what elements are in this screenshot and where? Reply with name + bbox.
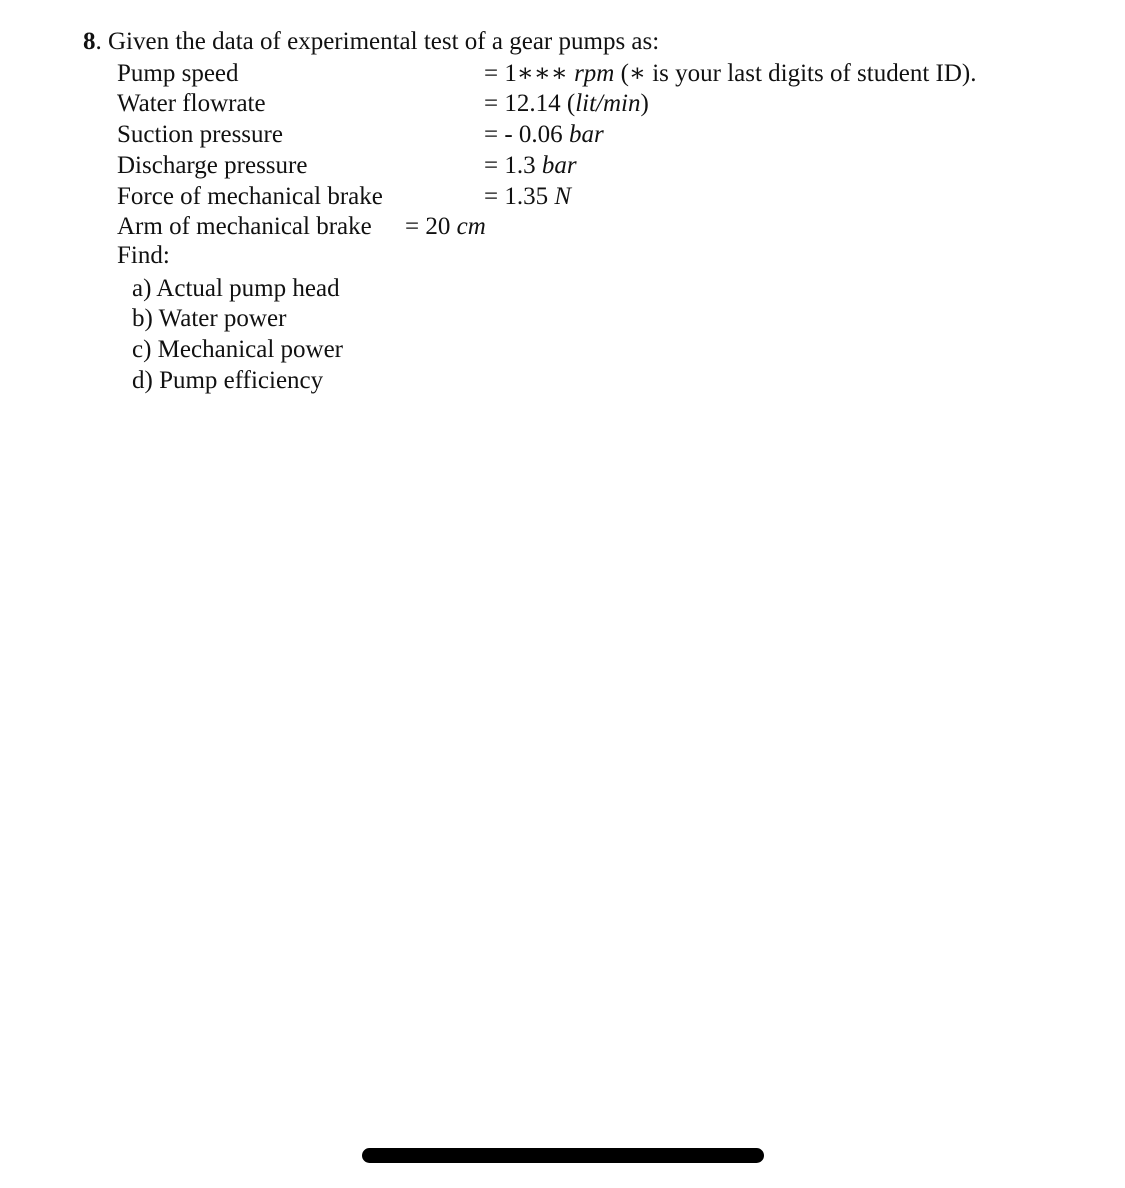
unit-text: N [554, 183, 572, 210]
unit-text: cm [456, 213, 486, 240]
row-value-pump-speed [484, 58, 976, 89]
row-label-brake-force: Force of mechanical brake [117, 183, 383, 210]
row-label-water-flowrate: Water flowrate [117, 90, 266, 117]
value-text: = 1∗∗∗ [484, 60, 575, 87]
row-value-suction-pressure [484, 119, 604, 150]
find-heading: Find: [117, 242, 170, 269]
unit-text: rpm [574, 60, 615, 87]
row-label-suction-pressure: Suction pressure [117, 121, 283, 148]
row-value-discharge-pressure [484, 150, 577, 181]
note-text: (∗ is your last digits of student ID). [614, 60, 977, 87]
row-value-brake-arm [405, 211, 486, 242]
value-text: = 1.3 [484, 152, 542, 179]
find-item-a: a) Actual pump head [132, 275, 340, 302]
unit-text: bar [541, 152, 577, 179]
row-label-brake-arm: Arm of mechanical brake [117, 213, 372, 240]
row-label-discharge-pressure: Discharge pressure [117, 152, 308, 179]
home-indicator-bar[interactable] [362, 1148, 764, 1163]
value-text: = - 0.06 [484, 121, 569, 148]
problem-statement [83, 26, 659, 57]
value-text: = 20 [405, 213, 457, 240]
unit-text: bar [568, 121, 604, 148]
question-number: 8 [83, 28, 96, 55]
unit-text: lit/min [575, 90, 641, 117]
question-intro: . Given the data of experimental test of a gear pumps as: [95, 28, 660, 55]
find-item-d: d) Pump efficiency [132, 367, 324, 394]
find-item-b: b) Water power [132, 305, 287, 332]
note-text: ) [640, 90, 649, 117]
value-text: = 12.14 ( [484, 90, 576, 117]
row-value-brake-force [484, 181, 571, 212]
row-label-pump-speed: Pump speed [117, 60, 239, 87]
row-value-water-flowrate [484, 88, 649, 119]
find-item-c: c) Mechanical power [132, 336, 343, 363]
value-text: = 1.35 [484, 183, 555, 210]
